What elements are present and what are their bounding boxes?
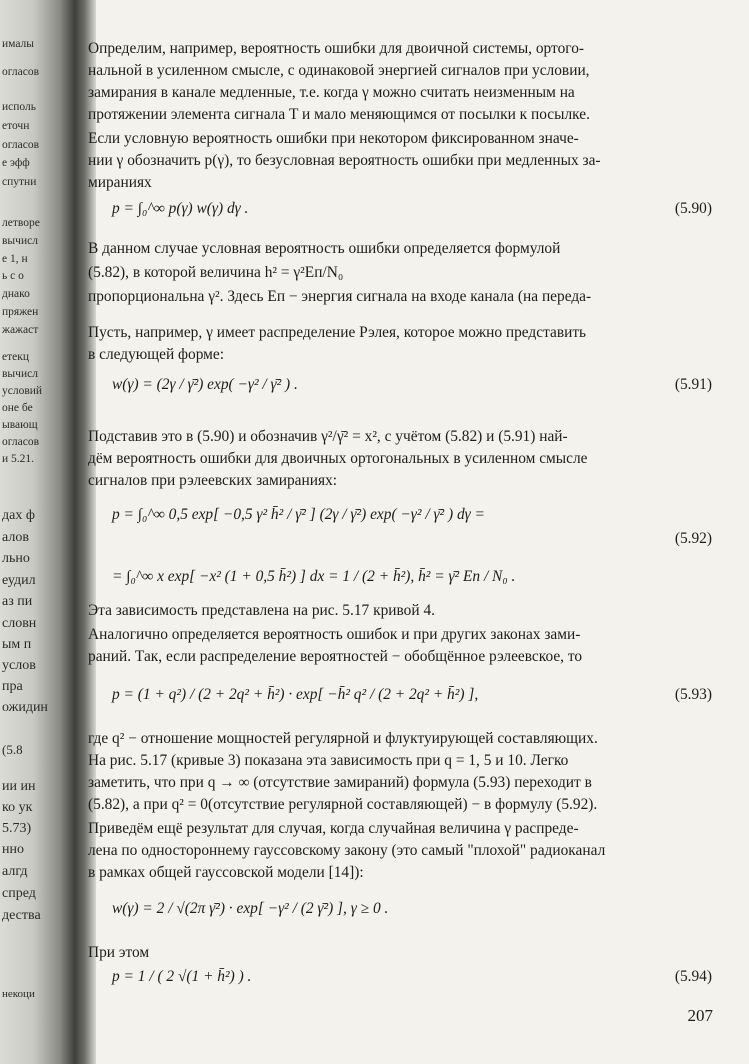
equation-number: (5.94) — [674, 968, 712, 985]
facing-line: 5.73) — [2, 821, 32, 836]
text-line: Аналогично определяется вероятность ошибок и при других законах зами- — [88, 626, 581, 643]
text-line: пропорциональна γ². Здесь Eп − энергия сигнала на входе канала (на переда- — [88, 288, 592, 305]
text-line: мираниях — [88, 174, 152, 191]
text-line: Приведём ещё результат для случая, когда случайная величина γ распреде- — [88, 820, 579, 837]
facing-line: алов — [2, 530, 29, 545]
equation-5-92-line2: = ∫₀^∞ x exp[ −x² (1 + 0,5 h̄²) ] dx = 1 / (2 + h̄²), h̄² = γ̄² Eп / N₀ . — [112, 568, 516, 585]
facing-line: огласов — [2, 139, 40, 151]
facing-line: е 1, н — [2, 253, 28, 265]
equation-number: (5.90) — [674, 200, 712, 217]
facing-line: ым п — [2, 637, 32, 652]
equation-number: (5.92) — [674, 530, 712, 547]
facing-line: некоци — [2, 988, 35, 1000]
facing-line: ь с о — [2, 270, 24, 282]
equation-5-94: p = 1 / ( 2 √(1 + h̄²) ) . — [112, 968, 252, 985]
equation-5-90: p = ∫₀^∞ p(γ) w(γ) dγ . — [112, 200, 249, 217]
text-line: замирания в канале медленные, т.е. когда γ можно считать неизменным на — [88, 84, 575, 101]
facing-line: ывающ — [2, 419, 38, 431]
equation-number: (5.93) — [674, 686, 712, 703]
facing-line: условий — [2, 385, 43, 397]
facing-line: ии ин — [2, 779, 36, 794]
text-line: Подставив это в (5.90) и обозначив γ²/γ̄² = x², с учётом (5.82) и (5.91) най- — [88, 428, 568, 445]
text-line: сигналов при рэлеевских замираниях: — [88, 472, 338, 489]
facing-line: алгд — [2, 864, 28, 879]
facing-line: услов — [2, 658, 36, 673]
text-line: При этом — [88, 944, 150, 961]
facing-line: оне бе — [2, 402, 33, 414]
text-line: где q² − отношение мощностей регулярной и флуктуирующей составляющих. — [88, 730, 598, 747]
facing-line: етекц — [2, 351, 29, 363]
facing-line: еточн — [2, 120, 30, 132]
facing-line: пряжен — [2, 306, 39, 318]
text-line: протяжении элемента сигнала T и мало меняющимся от посылки к посылке. — [88, 106, 590, 123]
facing-line: спред — [2, 886, 36, 901]
facing-line: (5.8 — [2, 742, 23, 757]
facing-line: ко ук — [2, 800, 33, 815]
facing-line: огласов — [2, 66, 40, 78]
equation-gauss: w(γ) = 2 / √(2π γ̄²) · exp[ −γ² / (2 γ̄²) ], γ ≥ 0 . — [112, 900, 389, 917]
text-line: Пусть, например, γ имеет распределение Рэлея, которое можно представить — [88, 324, 587, 341]
facing-line: вычисл — [2, 235, 38, 247]
facing-line: словн — [2, 616, 37, 631]
text-line: Эта зависимость представлена на рис. 5.17 кривой 4. — [88, 602, 435, 619]
facing-line: дах ф — [2, 508, 35, 523]
equation-5-91: w(γ) = (2γ / γ̄²) exp( −γ² / γ̄² ) . — [112, 376, 298, 393]
text-line: лена по одностороннему гауссовскому закону (это самый "плохой" радиоканал — [88, 842, 606, 859]
facing-line: вычисл — [2, 368, 38, 380]
facing-line: огласов — [2, 436, 40, 448]
text-line: дём вероятность ошибки для двоичных ортогональных в усиленном смысле — [88, 450, 588, 467]
text-line: заметить, что при q → ∞ (отсутствие замираний) формула (5.93) переходит в — [88, 774, 592, 791]
facing-line: пра — [2, 679, 23, 694]
text-line: (5.82), а при q² = 0(отсутствие регулярной составляющей) − в формулу (5.92). — [88, 796, 598, 813]
facing-page-fragment — [0, 0, 90, 1064]
facing-line: летворе — [2, 217, 40, 229]
facing-line: днако — [2, 288, 30, 300]
facing-line: нно — [2, 842, 24, 857]
facing-line: еудил — [2, 573, 36, 588]
text-line: Определим, например, вероятность ошибки для двоичной системы, ортого- — [88, 40, 585, 57]
equation-5-92-line1: p = ∫₀^∞ 0,5 exp[ −0,5 γ² h̄² / γ̄² ] (2γ / γ̄²) exp( −γ² / γ̄² ) dγ = — [112, 506, 485, 523]
text-line: На рис. 5.17 (кривые 3) показана эта зависимость при q = 1, 5 и 10. Легко — [88, 752, 569, 769]
facing-line: исполь — [2, 101, 36, 113]
page-number: 207 — [687, 1006, 713, 1025]
facing-line: спутни — [2, 176, 37, 188]
text-line: в следующей форме: — [88, 346, 225, 363]
facing-line: ожидин — [2, 700, 48, 715]
facing-line: ималы — [2, 38, 35, 50]
equation-5-93: p = (1 + q²) / (2 + 2q² + h̄²) · exp[ −h̄² q² / (2 + 2q² + h̄²) ], — [112, 686, 479, 703]
text-line: нальной в усиленном смысле, с одинаковой энергией сигналов при условии, — [88, 62, 590, 79]
text-line: нии γ обозначить p(γ), то безусловная вероятность ошибки при медленных за- — [88, 152, 601, 169]
text-line: В данном случае условная вероятность ошибки определяется формулой — [88, 240, 561, 257]
facing-line: льно — [2, 551, 30, 566]
text-line: (5.82), в которой величина h² = γ²Eп/N₀ — [88, 264, 344, 281]
facing-line: аз пи — [2, 594, 33, 609]
text-line: Если условную вероятность ошибки при некотором фиксированном значе- — [88, 130, 579, 147]
facing-line: жажаст — [2, 324, 39, 336]
text-line: в рамках общей гауссовской модели [14]): — [88, 864, 364, 881]
facing-line: дества — [2, 908, 41, 923]
facing-line: е эфф — [2, 157, 30, 169]
equation-number: (5.91) — [674, 376, 712, 393]
facing-line: и 5.21. — [2, 453, 35, 465]
text-line: раний. Так, если распределение вероятностей − обобщённое рэлеевское, то — [88, 648, 583, 665]
